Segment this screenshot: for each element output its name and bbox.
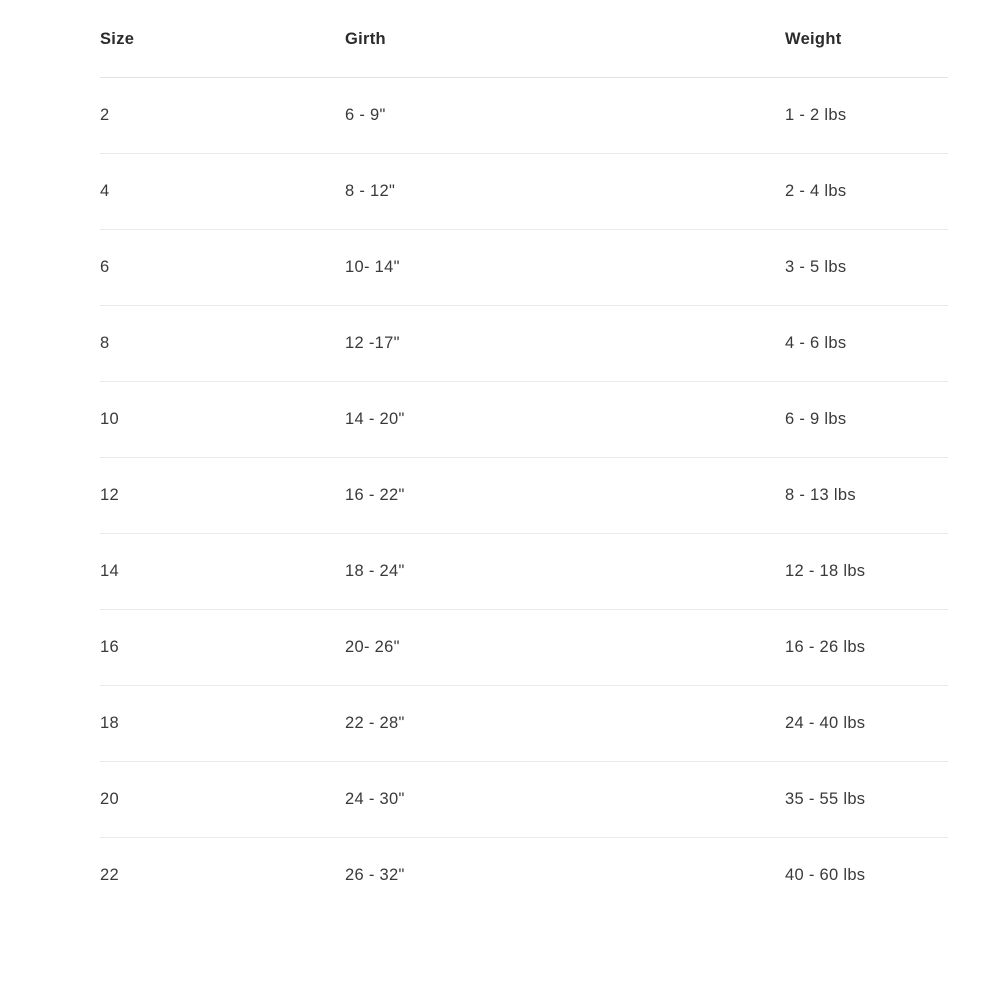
- cell-girth: 12 -17": [345, 306, 785, 382]
- cell-weight: 12 - 18 lbs: [785, 534, 948, 610]
- cell-girth: 6 - 9": [345, 78, 785, 154]
- column-header-size: Size: [100, 0, 345, 78]
- table-row: [100, 78, 948, 154]
- cell-girth: 8 - 12": [345, 154, 785, 230]
- table-row: [100, 686, 948, 762]
- cell-size: 18: [100, 686, 345, 762]
- table-row: [100, 838, 948, 914]
- table-header-row: [100, 0, 948, 78]
- cell-size: 12: [100, 458, 345, 534]
- column-header-weight: Weight: [785, 0, 948, 78]
- cell-girth: 22 - 28": [345, 686, 785, 762]
- table-row: [100, 458, 948, 534]
- table-row: [100, 610, 948, 686]
- cell-weight: 1 - 2 lbs: [785, 78, 948, 154]
- cell-size: 10: [100, 382, 345, 458]
- cell-weight: 6 - 9 lbs: [785, 382, 948, 458]
- table-row: [100, 762, 948, 838]
- cell-girth: 24 - 30": [345, 762, 785, 838]
- cell-weight: 3 - 5 lbs: [785, 230, 948, 306]
- size-chart-table: [100, 0, 948, 913]
- column-header-girth: Girth: [345, 0, 785, 78]
- cell-size: 2: [100, 78, 345, 154]
- cell-size: 22: [100, 866, 119, 884]
- cell-girth: 10- 14": [345, 230, 785, 306]
- cell-girth: 20- 26": [345, 610, 785, 686]
- table-row: [100, 154, 948, 230]
- table-row: [100, 306, 948, 382]
- cell-size: 14: [100, 534, 345, 610]
- table-row: [100, 230, 948, 306]
- cell-girth: 14 - 20": [345, 382, 785, 458]
- cell-weight: 4 - 6 lbs: [785, 306, 948, 382]
- table-row: [100, 382, 948, 458]
- cell-size: 6: [100, 230, 345, 306]
- cell-weight: 8 - 13 lbs: [785, 458, 948, 534]
- cell-weight: 2 - 4 lbs: [785, 154, 948, 230]
- table-body: [100, 78, 948, 914]
- table-header: [100, 0, 948, 78]
- cell-weight: 40 - 60 lbs: [785, 866, 866, 884]
- table-row: [100, 534, 948, 610]
- cell-girth: 16 - 22": [345, 458, 785, 534]
- cell-size: 16: [100, 610, 345, 686]
- cell-girth: 18 - 24": [345, 534, 785, 610]
- cell-weight: 24 - 40 lbs: [785, 686, 948, 762]
- cell-size: 8: [100, 306, 345, 382]
- cell-size: 4: [100, 154, 345, 230]
- cell-girth: 26 - 32": [345, 866, 405, 884]
- cell-weight: 35 - 55 lbs: [785, 762, 948, 838]
- cell-size: 20: [100, 762, 345, 838]
- cell-weight: 16 - 26 lbs: [785, 610, 948, 686]
